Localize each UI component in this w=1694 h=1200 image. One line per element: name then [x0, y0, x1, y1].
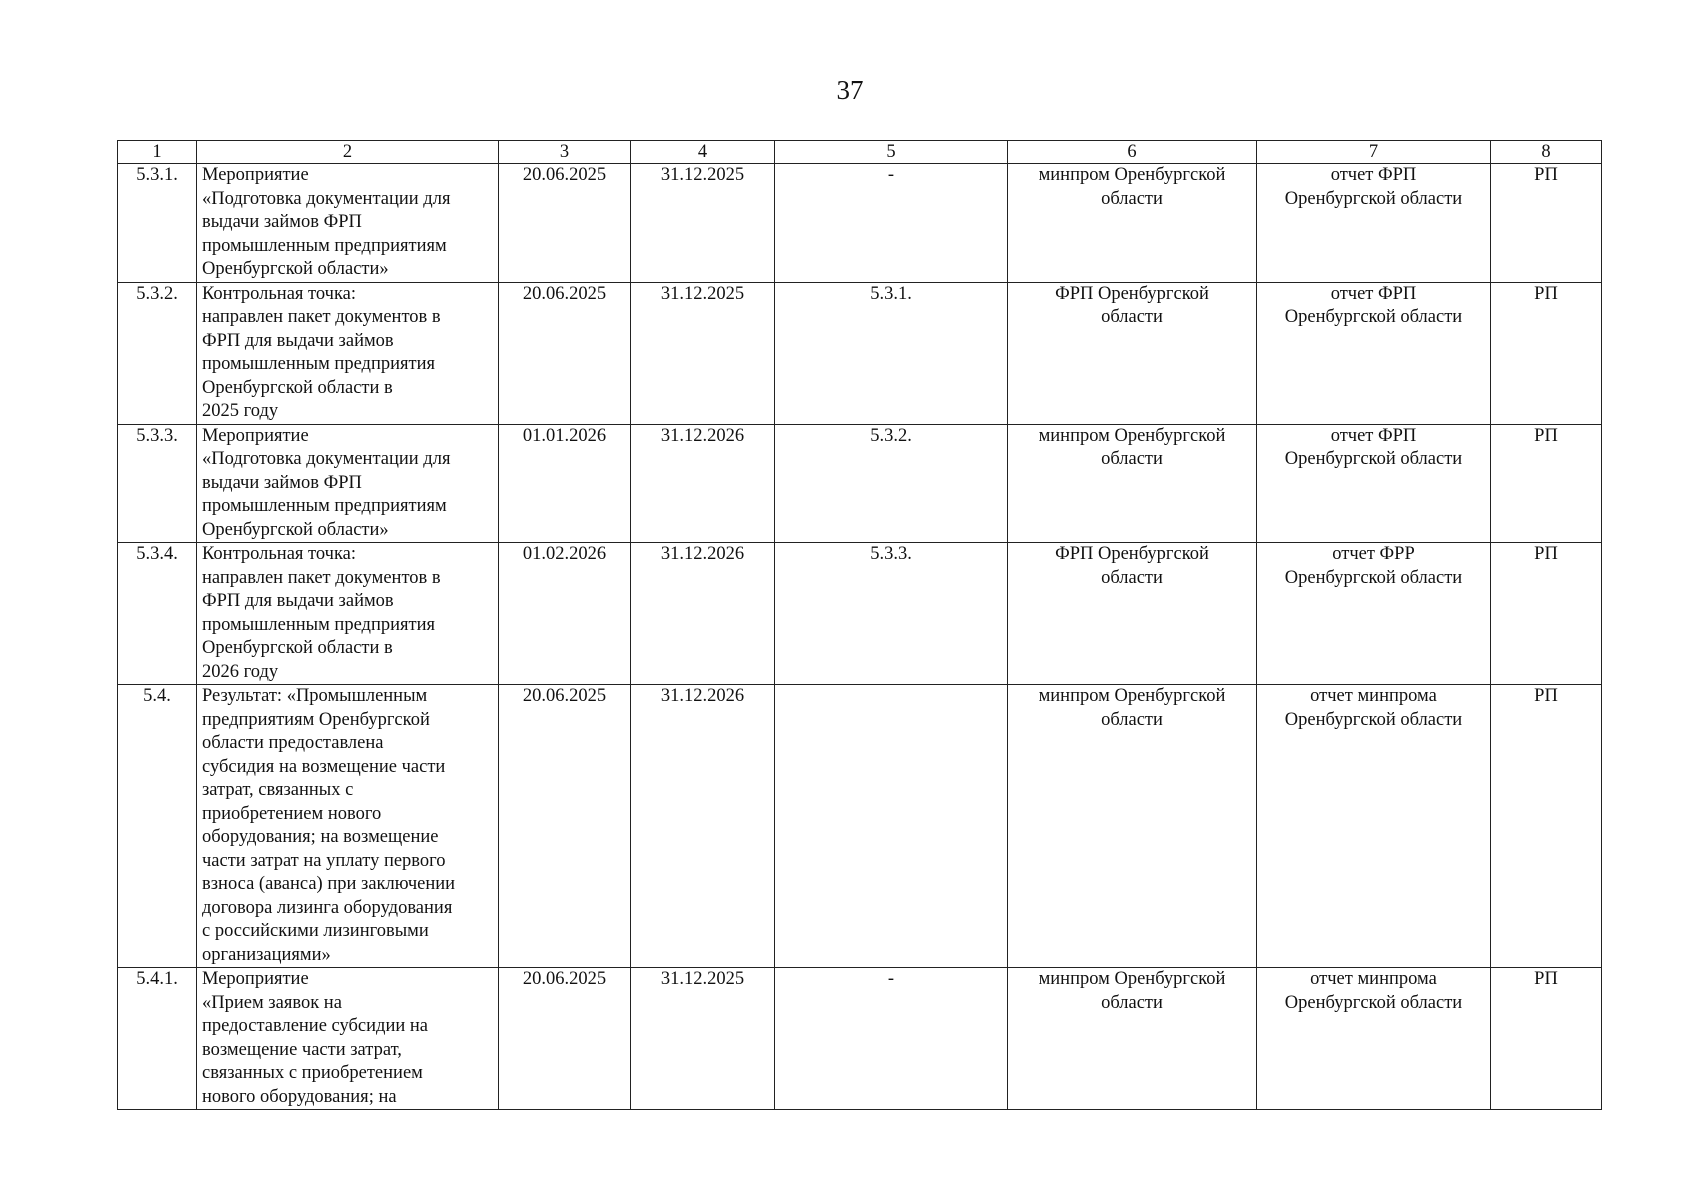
item-number-cell: 5.3.3.: [118, 424, 197, 543]
start-date-cell: 20.06.2025: [499, 968, 631, 1110]
item-name-cell: [197, 164, 499, 283]
document-cell: [1257, 424, 1491, 543]
item-name-cell-line: Оренбургской области в: [202, 638, 393, 658]
end-date-cell: 31.12.2025: [631, 968, 775, 1110]
document-cell-line: Оренбургской области: [1284, 992, 1463, 1013]
item-name-cell-line: Контрольная точка:: [202, 283, 357, 304]
table-row: [118, 968, 1602, 1110]
item-name-cell-line: предприятиям Оренбургской: [202, 709, 430, 730]
column-header-7: 7: [1257, 141, 1491, 164]
item-name-cell-line: Оренбургской области»: [202, 519, 389, 540]
item-name-cell-line: выдачи займов ФРП: [202, 212, 362, 232]
item-number-cell: 5.3.1.: [118, 164, 197, 283]
responsible-cell-line: области: [1101, 188, 1163, 209]
item-name-cell: [197, 543, 499, 685]
column-header-2: 2: [197, 141, 499, 164]
start-date-cell: 20.06.2025: [499, 164, 631, 283]
start-date-cell: 20.06.2025: [499, 685, 631, 968]
item-number-cell: 5.4.: [118, 685, 197, 968]
end-date-cell: 31.12.2026: [631, 685, 775, 968]
item-name-cell-line: нового оборудования; на: [202, 1086, 397, 1107]
responsible-cell: [1008, 282, 1257, 424]
level-cell: РП: [1491, 424, 1602, 543]
predecessor-cell: -: [775, 968, 1008, 1110]
column-header-8: 8: [1491, 141, 1602, 164]
item-name-cell: [197, 424, 499, 543]
responsible-cell: [1008, 543, 1257, 685]
item-name-cell-line: Мероприятие: [202, 969, 309, 989]
level-cell: РП: [1491, 543, 1602, 685]
item-name-cell-line: «Подготовка документации для: [202, 449, 451, 469]
end-date-cell: 31.12.2025: [631, 282, 775, 424]
item-name-cell-line: Оренбургской области»: [202, 259, 389, 279]
predecessor-cell: 5.3.2.: [775, 424, 1008, 543]
responsible-cell: [1008, 685, 1257, 968]
item-name-cell-line: организациями»: [202, 944, 331, 965]
level-cell: РП: [1491, 968, 1602, 1110]
responsible-cell-line: области: [1101, 307, 1163, 327]
item-name-cell: [197, 282, 499, 424]
item-name-cell-line: субсидия на возмещение части: [202, 756, 446, 777]
responsible-cell: [1008, 424, 1257, 543]
item-name-cell-line: Результат: «Промышленным: [202, 686, 428, 706]
table-row: [118, 543, 1602, 685]
responsible-cell-line: ФРП Оренбургской: [1055, 544, 1209, 564]
responsible-cell-line: области: [1101, 709, 1163, 730]
item-name-cell-line: Мероприятие: [202, 425, 309, 446]
item-name-cell-line: оборудования; на возмещение: [202, 827, 439, 847]
document-cell-line: отчет ФРП: [1330, 283, 1417, 304]
item-name-cell-line: области предоставлена: [202, 733, 384, 753]
document-cell: [1257, 685, 1491, 968]
item-name-cell-line: договора лизинга оборудования: [202, 897, 453, 918]
level-cell: РП: [1491, 164, 1602, 283]
table-row: [118, 685, 1602, 968]
item-name-cell-line: промышленным предприятия: [202, 354, 436, 374]
item-name-cell: [197, 685, 499, 968]
page-number: 37: [836, 75, 864, 105]
start-date-cell: 20.06.2025: [499, 282, 631, 424]
table-body: [118, 164, 1602, 1110]
responsible-cell-line: минпром Оренбургской: [1038, 165, 1226, 185]
document-cell-line: отчет минпрома: [1310, 686, 1437, 706]
column-header-6: 6: [1008, 141, 1257, 164]
end-date-cell: 31.12.2026: [631, 543, 775, 685]
item-name-cell-line: промышленным предприятия: [202, 614, 436, 635]
item-name-cell-line: затрат, связанных с: [202, 780, 354, 800]
item-name-cell-line: связанных с приобретением: [202, 1063, 423, 1083]
document-cell: [1257, 543, 1491, 685]
responsible-cell-line: области: [1101, 567, 1163, 588]
level-cell: РП: [1491, 282, 1602, 424]
document-cell-line: Оренбургской области: [1284, 188, 1463, 209]
item-name-cell-line: «Прием заявок на: [202, 992, 342, 1013]
table-row: [118, 282, 1602, 424]
header-row: [118, 141, 1602, 164]
predecessor-cell: -: [775, 164, 1008, 283]
table-header: [118, 141, 1602, 164]
predecessor-cell: [775, 685, 1008, 968]
item-name-cell-line: взноса (аванса) при заключении: [202, 874, 456, 894]
item-name-cell-line: Контрольная точка:: [202, 544, 357, 564]
item-name-cell-line: «Подготовка документации для: [202, 188, 451, 209]
column-header-5: 5: [775, 141, 1008, 164]
end-date-cell: 31.12.2025: [631, 164, 775, 283]
document-cell: [1257, 282, 1491, 424]
document-cell: [1257, 164, 1491, 283]
responsible-cell-line: области: [1101, 449, 1163, 469]
start-date-cell: 01.01.2026: [499, 424, 631, 543]
item-name-cell-line: ФРП для выдачи займов: [202, 591, 394, 611]
level-cell: РП: [1491, 685, 1602, 968]
predecessor-cell: 5.3.1.: [775, 282, 1008, 424]
end-date-cell: 31.12.2026: [631, 424, 775, 543]
item-name-cell-line: с российскими лизинговыми: [202, 921, 429, 941]
document-cell-line: отчет минпрома: [1310, 969, 1437, 989]
document-cell-line: Оренбургской области: [1284, 567, 1463, 588]
plan-table: [117, 140, 1602, 1110]
column-header-4: 4: [631, 141, 775, 164]
item-number-cell: 5.4.1.: [118, 968, 197, 1110]
item-name-cell-line: части затрат на уплату первого: [202, 850, 446, 871]
document-cell-line: Оренбургской области: [1284, 709, 1463, 730]
item-name-cell-line: промышленным предприятиям: [202, 235, 447, 256]
table-row: [118, 164, 1602, 283]
item-name-cell-line: приобретением нового: [202, 803, 382, 824]
item-number-cell: 5.3.2.: [118, 282, 197, 424]
responsible-cell: [1008, 164, 1257, 283]
column-header-1: 1: [118, 141, 197, 164]
item-name-cell-line: предоставление субсидии на: [202, 1016, 428, 1036]
responsible-cell: [1008, 968, 1257, 1110]
document-cell-line: Оренбургской области: [1284, 449, 1463, 469]
document-cell-line: Оренбургской области: [1284, 307, 1463, 327]
responsible-cell-line: ФРП Оренбургской: [1055, 283, 1209, 304]
item-name-cell-line: направлен пакет документов в: [202, 567, 441, 588]
item-number-cell: 5.3.4.: [118, 543, 197, 685]
item-name-cell-line: промышленным предприятиям: [202, 496, 447, 516]
item-name-cell-line: 2025 году: [202, 401, 279, 421]
item-name-cell-line: выдачи займов ФРП: [202, 472, 362, 493]
item-name-cell-line: 2026 году: [202, 661, 279, 682]
column-header-3: 3: [499, 141, 631, 164]
document-cell-line: отчет ФРП: [1330, 165, 1417, 185]
document-cell: [1257, 968, 1491, 1110]
predecessor-cell: 5.3.3.: [775, 543, 1008, 685]
document-cell-line: отчет ФРР: [1332, 544, 1415, 564]
table-row: [118, 424, 1602, 543]
responsible-cell-line: минпром Оренбургской: [1038, 686, 1226, 706]
item-name-cell-line: направлен пакет документов в: [202, 307, 441, 327]
item-name-cell: [197, 968, 499, 1110]
item-name-cell-line: Оренбургской области в: [202, 377, 393, 398]
item-name-cell-line: Мероприятие: [202, 165, 309, 185]
item-name-cell-line: возмещение части затрат,: [202, 1039, 402, 1060]
item-name-cell-line: ФРП для выдачи займов: [202, 330, 394, 351]
start-date-cell: 01.02.2026: [499, 543, 631, 685]
responsible-cell-line: минпром Оренбургской: [1038, 969, 1226, 989]
responsible-cell-line: минпром Оренбургской: [1038, 425, 1226, 446]
responsible-cell-line: области: [1101, 992, 1163, 1013]
document-cell-line: отчет ФРП: [1330, 425, 1417, 446]
